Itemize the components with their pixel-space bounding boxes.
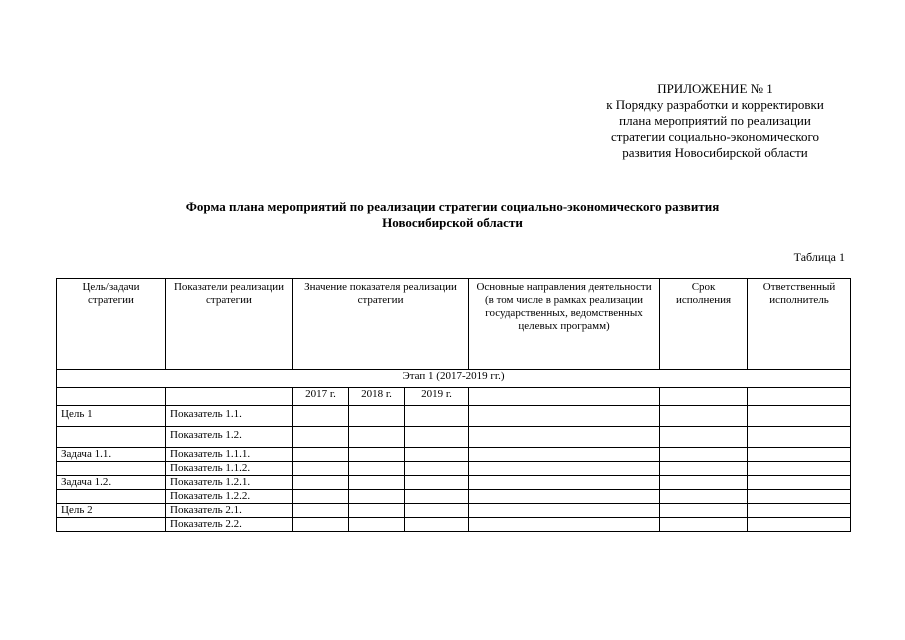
- table-row: [57, 448, 851, 462]
- goal-cell: [57, 518, 166, 532]
- stage-row: [57, 370, 851, 388]
- years-row: [57, 388, 851, 406]
- table-row: [57, 406, 851, 427]
- goal-cell: [57, 427, 166, 448]
- header-value: Значение показателя реализации стратегии: [293, 279, 469, 370]
- header-indicators: Показатели реализации стратегии: [166, 279, 293, 370]
- header-directions: Основные направления деятельности (в том числе в рамках реализации государственных, ведомственных целевых программ): [469, 279, 660, 370]
- table-cell: [660, 388, 748, 406]
- table-label: Таблица 1: [793, 250, 845, 264]
- appendix-line: стратегии социально-экономического: [611, 129, 819, 144]
- header-goal: Цель/задачи стратегии: [57, 279, 166, 370]
- indicator-cell: Показатель 1.2.1.: [166, 476, 293, 490]
- appendix-line: плана мероприятий по реализации: [619, 113, 811, 128]
- appendix-block: [560, 81, 870, 161]
- goal-cell: Задача 1.2.: [57, 476, 166, 490]
- goal-cell: Цель 2: [57, 504, 166, 518]
- appendix-line: к Порядку разработки и корректировки: [606, 97, 824, 112]
- header-responsible: Ответственный исполнитель: [748, 279, 851, 370]
- indicator-cell: Показатель 1.1.1.: [166, 448, 293, 462]
- table-row: [57, 427, 851, 448]
- table-cell: [748, 388, 851, 406]
- goal-cell: [57, 490, 166, 504]
- goal-cell: [57, 462, 166, 476]
- indicator-cell: Показатель 1.2.: [166, 427, 293, 448]
- form-title-line: Форма плана мероприятий по реализации стратегии социально-экономического развития: [185, 199, 720, 214]
- year-cell: 2019 г.: [405, 388, 469, 406]
- indicator-cell: Показатель 2.1.: [166, 504, 293, 518]
- indicator-cell: Показатель 2.2.: [166, 518, 293, 532]
- table-row: [57, 504, 851, 518]
- year-cell: 2018 г.: [349, 388, 405, 406]
- appendix-line: ПРИЛОЖЕНИЕ № 1: [657, 81, 773, 96]
- table-row: [57, 490, 851, 504]
- plan-table: [56, 278, 851, 532]
- year-cell: 2017 г.: [293, 388, 349, 406]
- header-row: [57, 279, 851, 370]
- table-cell: [166, 388, 293, 406]
- stage-label: Этап 1 (2017-2019 гг.): [57, 370, 851, 388]
- goal-cell: Задача 1.1.: [57, 448, 166, 462]
- form-title: [60, 199, 845, 231]
- indicator-cell: Показатель 1.1.2.: [166, 462, 293, 476]
- table-row: [57, 476, 851, 490]
- appendix-line: развития Новосибирской области: [622, 145, 808, 160]
- table-cell: [57, 388, 166, 406]
- table-cell: [469, 388, 660, 406]
- form-title-line: Новосибирской области: [382, 215, 523, 230]
- table-row: [57, 462, 851, 476]
- header-deadline: Срок исполнения: [660, 279, 748, 370]
- indicator-cell: Показатель 1.2.2.: [166, 490, 293, 504]
- goal-cell: Цель 1: [57, 406, 166, 427]
- indicator-cell: Показатель 1.1.: [166, 406, 293, 427]
- table-row: [57, 518, 851, 532]
